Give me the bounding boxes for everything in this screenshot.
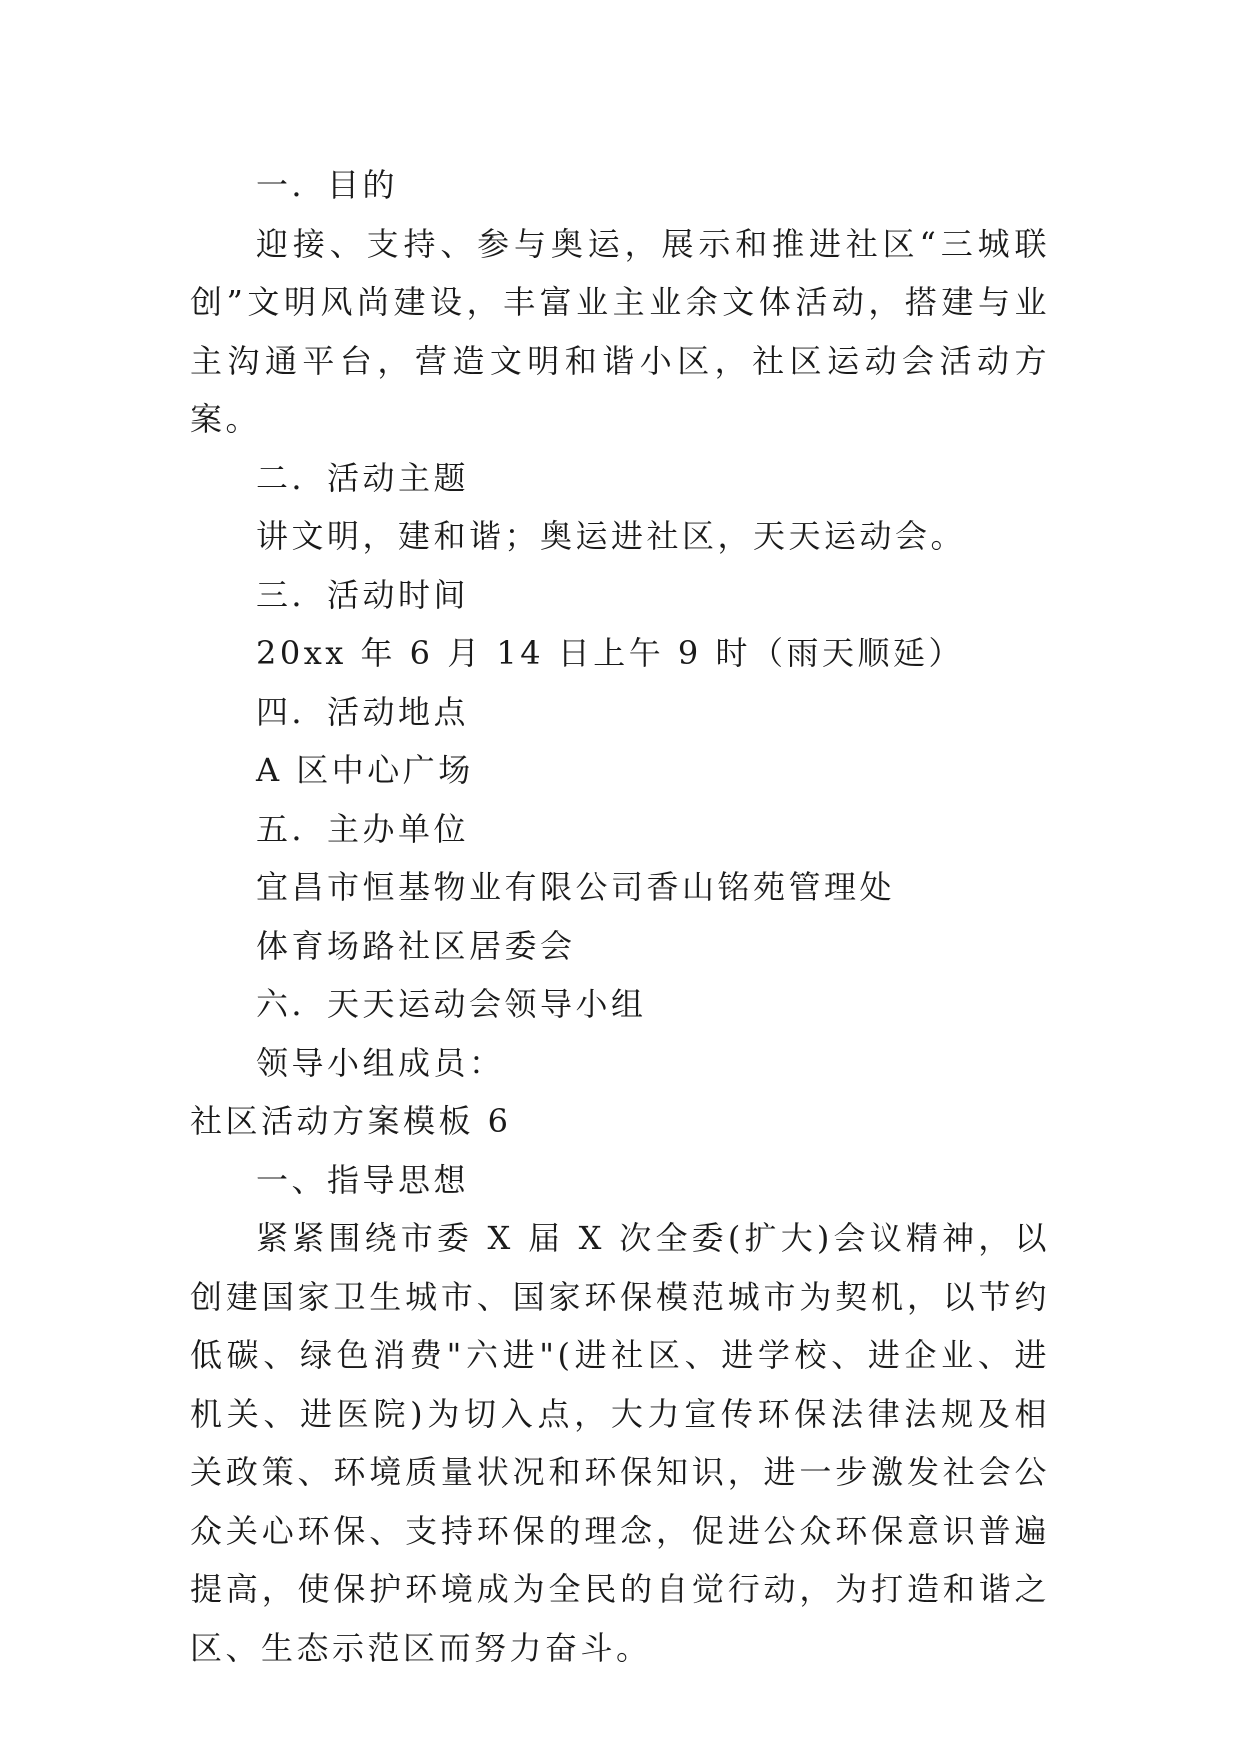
section-heading-location: 四．活动地点 <box>256 692 470 731</box>
section-heading-purpose: 一．目的 <box>256 166 399 204</box>
section-heading-guiding-thought: 一、指导思想 <box>256 1160 470 1199</box>
section-heading-theme: 二．活动主题 <box>256 458 470 497</box>
organizer-line-1: 宜昌市恒基物业有限公司香山铭苑管理处 <box>256 868 896 906</box>
section-paragraph-leadership: 领导小组成员： <box>256 1043 505 1082</box>
section-heading-time: 三．活动时间 <box>256 575 470 614</box>
section-heading-organizer: 五．主办单位 <box>256 809 470 848</box>
section-paragraph-guiding-thought: 紧紧围绕市委 X 届 X 次全委(扩大)会议精神，以创建国家卫生城市、国家环保模范城市为契机，以节约低碳、绿色消费"六进"(进社区、进学校、进企业、进机关、进医院)为切入点，大力宣传环保法律法规及相关政策、环境质量状况和环保知识，进一步激发社会公众关心环保、支持环保的理念，促进公众环保意识普遍提高，使保护环境成为全民的自觉行动，为打造和谐之区、生态示范区而努力奋斗。 <box>190 1219 1050 1667</box>
organizer-line-2: 体育场路社区居委会 <box>256 926 576 965</box>
section-paragraph-theme: 讲文明，建和谐；奥运进社区，天天运动会。 <box>256 517 967 555</box>
section-paragraph-time: 20xx 年 6 月 14 日上午 9 时（雨天顺延） <box>256 634 964 672</box>
section-paragraph-location: A 区中心广场 <box>256 751 474 789</box>
template-title: 社区活动方案模板 6 <box>190 1102 512 1140</box>
section-paragraph-purpose: 迎接、支持、参与奥运，展示和推进社区“三城联创”文明风尚建设，丰富业主业余文体活动，搭建与业主沟通平台，营造文明和谐小区，社区运动会活动方案。 <box>190 224 1050 438</box>
section-heading-leadership: 六．天天运动会领导小组 <box>256 985 647 1023</box>
document-body <box>190 156 1050 1677</box>
